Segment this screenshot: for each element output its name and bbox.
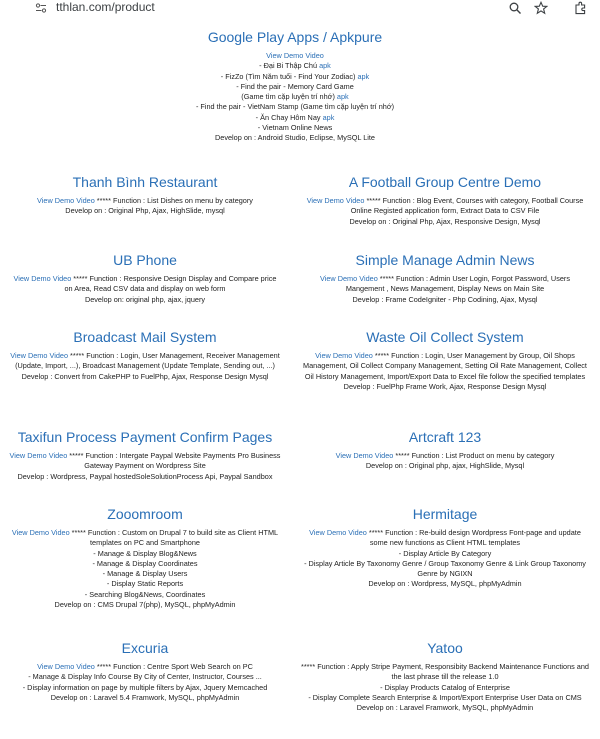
project-title: Broadcast Mail System: [73, 329, 217, 345]
browser-address-bar: [0, 0, 600, 16]
view-demo-video-link[interactable]: View Demo Video: [309, 528, 367, 537]
view-demo-video-link[interactable]: View Demo Video: [320, 274, 378, 283]
project-hermitage: [300, 506, 590, 590]
project-title: Zooomroom: [107, 506, 183, 522]
develop-info: Develop on : Wordpress, MySQL, phpMyAdmin: [368, 579, 522, 589]
view-demo-video-link[interactable]: View Demo Video: [9, 451, 68, 460]
feature-item: - Display Article By Category: [398, 548, 492, 558]
develop-info: Develop on : Laravel Framwork, MySQL, phpMyAdmin: [356, 703, 534, 713]
feature-item: - Display information on page by multiple filters by Ajax, Jquery Memcached: [22, 682, 268, 692]
project-football: [300, 174, 590, 227]
url-text[interactable]: tthlan.com/product: [56, 0, 155, 14]
feature-item: - Display Article By Taxonomy Genre / Group Taxonomy Genre & Link Group Taxonomy Genre by NGIXN: [304, 558, 586, 579]
project-title: Excuria: [121, 640, 169, 656]
function-text: ***** Function : Re-build design Wordpress Font-page and update some new functions as Client HTML templates: [366, 528, 581, 548]
project-title: Artcraft 123: [408, 429, 482, 445]
bookmark-star-icon[interactable]: [534, 1, 548, 15]
function-text: ***** Function : List Dishes on menu by category: [94, 196, 253, 205]
project-taxifun: [5, 429, 285, 482]
project-simple-admin-news: [300, 252, 590, 305]
project-title: Yatoo: [427, 640, 463, 656]
project-broadcast-mail: [5, 329, 285, 382]
project-details: [10, 274, 280, 305]
project-thanh-binh: [10, 174, 280, 217]
function-text: ***** Function : Intergate Paypal Website Payments Pro Business Gateway Payment on Wordpress Site: [67, 451, 281, 471]
function-text: ***** Function : Login, User Management by Group, Oil Shops Management, Oil Collect Company Management, Setting Oil Rate Management, Collect Oil History Management, Import/Export Data to Excel file follow the specified templates: [303, 351, 587, 381]
develop-info: Develop on : Original Php, Ajax, HighSlide, mysql: [65, 206, 225, 216]
view-demo-video-link[interactable]: View Demo Video: [335, 451, 394, 460]
view-demo-video-link[interactable]: View Demo Video: [266, 51, 324, 60]
apk-link[interactable]: apk: [357, 71, 370, 81]
function-text: ***** Function : Apply Stripe Payment, Responsibity Backend Maintenance Functions and the last phrase till the release 1.0: [301, 662, 589, 682]
view-demo-video-link[interactable]: View Demo Video: [37, 662, 95, 671]
develop-info: Develop on : Android Studio, Eclipse, MySQL Lite: [215, 133, 375, 143]
site-settings-icon[interactable]: [35, 2, 47, 14]
function-text: ***** Function : Centre Sport Web Search on PC: [94, 662, 253, 671]
project-title: A Football Group Centre Demo: [348, 174, 542, 190]
app-item: - Ăn Chay Hôm Nay: [255, 112, 323, 122]
app-item: - FizZo (Tìm Năm tuổi - Find Your Zodiac): [220, 71, 358, 81]
app-item: - Vietnam Online News: [257, 123, 333, 133]
project-details: [300, 274, 590, 305]
app-item: - Find the pair - Memory Card Game: [236, 81, 354, 91]
function-text: ***** Function : Login, User Management, Receiver Management (Update, Import, ...), Broadcast Management (Update Template, Sending out, ...): [15, 351, 280, 371]
view-demo-video-link[interactable]: View Demo Video: [306, 196, 365, 205]
feature-item: - Searching Blog&News, Coordinates: [84, 589, 206, 599]
extensions-icon[interactable]: [573, 1, 587, 15]
project-details: [10, 196, 280, 217]
view-demo-video-link[interactable]: View Demo Video: [11, 528, 70, 537]
function-text: ***** Function : Blog Event, Courses with category, Football Course Online Registed application form, Extract Data to CSV File: [350, 196, 584, 216]
project-title: Hermitage: [412, 506, 478, 522]
feature-item: - Manage & Display Blog&News: [93, 548, 197, 558]
project-details: [300, 662, 590, 713]
project-google-play: [170, 29, 420, 144]
develop-info: Develop on: original php, ajax, jquery: [84, 294, 206, 304]
apk-link[interactable]: apk: [319, 61, 331, 71]
develop-info: Develop : Frame CodeIgniter - Php Codining, Ajax, Mysql: [352, 294, 538, 304]
project-title: Thanh Bình Restaurant: [72, 174, 218, 190]
develop-info: Develop : Wordpress, Paypal hostedSoleSolutionProcess Api, Paypal Sandbox: [17, 471, 273, 481]
project-title: Taxifun Process Payment Confirm Pages: [17, 429, 273, 445]
function-text: ***** Function : Custom on Drupal 7 to build site as Client HTML templates on PC and Smartphone: [69, 528, 279, 548]
project-excuria: [10, 640, 280, 703]
develop-info: Develop on : CMS Drupal 7(php), MySQL, phpMyAdmin: [54, 600, 236, 610]
apk-link[interactable]: apk: [322, 112, 335, 122]
view-demo-video-link[interactable]: View Demo Video: [37, 196, 95, 205]
apk-link[interactable]: apk: [336, 92, 349, 102]
project-details: [300, 196, 590, 227]
project-yatoo: [300, 640, 590, 713]
project-details: [5, 451, 285, 482]
project-details: [300, 528, 590, 590]
view-demo-video-link[interactable]: View Demo Video: [315, 351, 373, 360]
function-text: ***** Function : Responsive Design Display and Compare price on Area, Read CSV data and display on web form: [64, 274, 277, 294]
project-artcraft: [300, 429, 590, 472]
function-text: ***** Function : List Product on menu by category: [393, 451, 555, 460]
project-details: [10, 662, 280, 703]
view-demo-video-link[interactable]: View Demo Video: [13, 274, 72, 283]
project-title: UB Phone: [113, 252, 177, 268]
project-ub-phone: [10, 252, 280, 305]
develop-info: Develop on : Laravel 5.4 Framwork, MySQL, phpMyAdmin: [50, 692, 240, 702]
feature-item: - Manage & Display Coordinates: [92, 558, 198, 568]
feature-item: - Display Static Reports: [106, 579, 184, 589]
develop-info: Develop on : Original php, ajax, HighSlide, Mysql: [365, 461, 525, 471]
view-demo-video-link[interactable]: View Demo Video: [10, 351, 68, 360]
function-text: ***** Function : Admin User Login, Forgot Password, Users Mangement , News Management, Display News on Main Site: [345, 274, 570, 294]
app-item: (Game tìm cặp luyện trí nhớ): [241, 92, 337, 102]
feature-item: - Manage & Display Info Course By City of Center, Instructor, Courses ...: [28, 672, 262, 682]
zoom-icon[interactable]: [508, 1, 522, 15]
project-details: [170, 51, 420, 144]
feature-item: - Manage & Display Users: [102, 569, 188, 579]
project-details: [10, 528, 280, 610]
project-title: Simple Manage Admin News: [355, 252, 535, 268]
develop-info: Develop : Convert from CakePHP to FuelPhp, Ajax, Response Design Mysql: [21, 371, 269, 381]
project-title: Waste Oil Collect System: [366, 329, 524, 345]
feature-item: - Display Products Catalog of Enterprise: [380, 682, 510, 692]
project-zooomroom: [10, 506, 280, 610]
project-details: [300, 451, 590, 472]
project-title: Google Play Apps / Apkpure: [207, 29, 383, 45]
product-page: [0, 16, 600, 739]
develop-info: Develop : FuelPhp Frame Work, Ajax, Response Design Mysql: [343, 381, 547, 391]
develop-info: Develop on : Original Php, Ajax, Responsive Design, Mysql: [349, 216, 541, 226]
feature-item: - Display Complete Search Enterprise & Import/Export Enterprise User Data on CMS: [308, 692, 582, 702]
project-details: [5, 351, 285, 382]
app-item: - Đại Bi Thập Chú: [259, 61, 320, 71]
app-item: - Find the pair - VietNam Stamp (Game tìm cặp luyện trí nhớ): [195, 102, 395, 112]
project-details: [300, 351, 590, 392]
project-waste-oil: [300, 329, 590, 392]
